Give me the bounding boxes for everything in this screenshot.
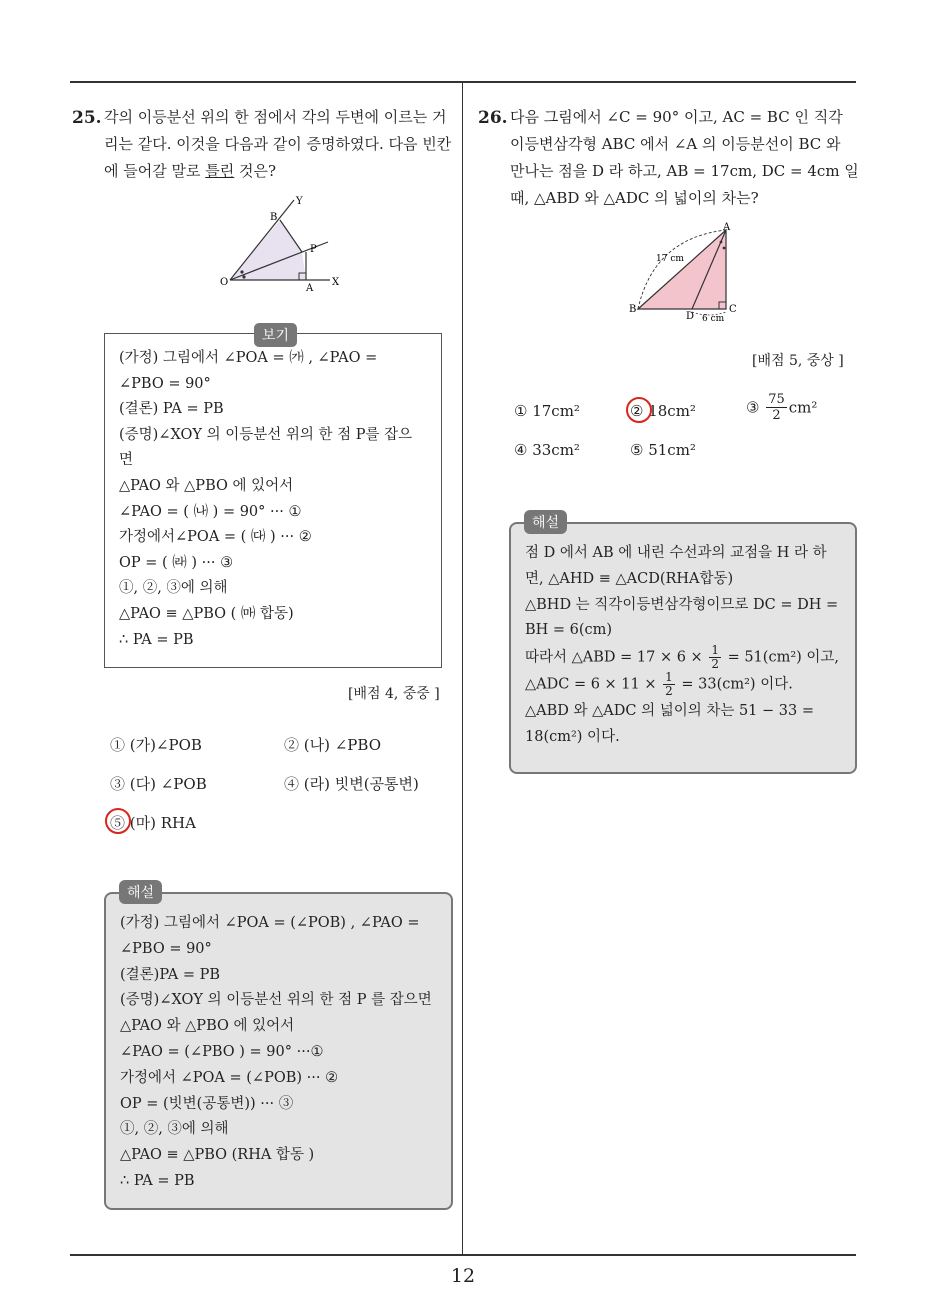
solution-line: BH = 6(cm) — [525, 622, 613, 639]
q26-figure — [624, 218, 754, 324]
q26-meta: [배점 5, 중상 ] — [752, 353, 844, 369]
label-p: P — [310, 244, 317, 255]
q25-solution-box — [104, 892, 453, 1210]
page-number: 12 — [450, 1265, 476, 1287]
q26-choice-1[interactable]: ① 17cm² — [514, 402, 580, 420]
column-divider — [462, 83, 463, 1254]
q25-meta: [배점 4, 중중 ] — [348, 686, 440, 702]
q25-choice-5[interactable]: ⑤ (마) RHA — [110, 814, 196, 832]
solution-line: 따라서 △ABD = 17 × 6 × $\frac{1}{2}$ = 51(cm²) 이고, — [525, 643, 840, 672]
solution-line: OP = (빗변(공통변)) ··· ③ — [120, 1095, 294, 1112]
solution-line: △BHD 는 직각이등변삼각형이므로 DC = DH = — [525, 596, 839, 613]
q26-choice-4[interactable]: ④ 33cm² — [514, 441, 580, 459]
bogi-line: ∴ PA = PB — [119, 631, 194, 648]
top-rule — [70, 81, 856, 83]
bogi-line: ∠PAO = ( ㈏ ) = 90° ··· ① — [119, 503, 302, 520]
label-dc-length: 6 cm — [702, 314, 725, 324]
solution-line: 가정에서 ∠POA = (∠POB) ··· ② — [120, 1069, 339, 1086]
bogi-line: (가정) 그림에서 ∠POA = ㈎ , ∠PAO = — [119, 350, 378, 366]
q25-choice-2[interactable]: ② (나) ∠PBO — [284, 736, 381, 754]
q26-solution-box — [509, 522, 857, 774]
bogi-line: ∠PBO = 90° — [119, 375, 211, 392]
solution-line: ∠PBO = 90° — [120, 940, 212, 957]
q25-underlined-word: 틀린 — [205, 162, 235, 180]
label-a: A — [306, 283, 314, 292]
angle-dot — [242, 275, 245, 278]
q26-text-line: 이등변삼각형 ABC 에서 ∠A 의 이등분선이 BC 와 — [510, 135, 841, 153]
q25-text-line: 리는 같다. 이것을 다음과 같이 증명하였다. 다음 빈칸 — [104, 135, 452, 153]
q26-text — [510, 104, 860, 212]
label-b: B — [270, 212, 278, 223]
q26-answer-circle — [626, 397, 652, 423]
q25-choice-3[interactable]: ③ (다) ∠POB — [110, 775, 207, 793]
bogi-line: OP = ( ㈑ ) ··· ③ — [119, 554, 234, 571]
solution-line: △PAO ≡ △PBO (RHA 합동 ) — [120, 1147, 315, 1164]
q25-bogi-box — [104, 333, 442, 668]
bogi-line: (결론) PA = PB — [119, 401, 224, 418]
solution-line: 점 D 에서 AB 에 내린 수선과의 교점을 H 라 하 — [525, 545, 827, 561]
label-c: C — [729, 304, 737, 315]
solution-line: ∠PAO = (∠PBO ) = 90° ···① — [120, 1043, 324, 1060]
angle-dot — [240, 270, 243, 273]
q25-choice-1[interactable]: ① (가)∠POB — [110, 736, 202, 754]
q26-text-line: 다음 그림에서 ∠C = 90° 이고, AC = BC 인 직각 — [510, 108, 843, 126]
solution-line: △ABD 와 △ADC 의 넓이의 차는 51 − 33 = — [525, 702, 814, 719]
solution-line: 면, △AHD ≡ △ACD(RHA합동) — [525, 570, 734, 587]
q26-text-line: 만나는 점을 D 라 하고, AB = 17cm, DC = 4cm 일 — [510, 162, 859, 180]
label-ab-length: 17 cm — [656, 254, 684, 264]
q25-number: 25. — [72, 108, 102, 128]
bogi-line: △PAO 와 △PBO 에 있어서 — [119, 477, 294, 494]
solution-line: (가정) 그림에서 ∠POA = (∠POB) , ∠PAO = — [120, 915, 420, 931]
bogi-line: 가정에서∠POA = ( ㈐ ) ··· ② — [119, 529, 312, 546]
solution-line: (결론)PA = PB — [120, 966, 221, 983]
triangle-abc — [638, 230, 726, 309]
bottom-rule — [70, 1254, 856, 1256]
solution-line: 18(cm²) 이다. — [525, 728, 620, 745]
label-x: X — [332, 277, 340, 288]
q25-choice-4[interactable]: ④ (라) 빗변(공통변) — [284, 775, 419, 793]
bogi-line: 면 — [119, 452, 134, 469]
label-a: A — [723, 222, 731, 233]
label-d: D — [686, 311, 695, 322]
half-fraction: $\frac{1}{2}$ — [711, 643, 719, 672]
angle-dot — [720, 241, 723, 244]
q25-text-line: 각의 이등분선 위의 한 점에서 각의 두변에 이르는 거 — [104, 108, 447, 126]
half-fraction: $\frac{1}{2}$ — [665, 670, 673, 699]
label-b: B — [629, 304, 637, 315]
bogi-line: △PAO ≡ △PBO ( ㈒ 합동) — [119, 605, 294, 622]
angle-dot — [723, 247, 726, 250]
bogi-line: ①, ②, ③에 의해 — [119, 580, 228, 597]
q25-bogi-title: 보기 — [254, 323, 297, 347]
q25-text-line: 에 들어갈 말로 틀린 것은? — [104, 162, 277, 180]
label-y: Y — [296, 196, 303, 207]
q26-solution-title: 해설 — [524, 510, 567, 534]
q25-text — [104, 104, 454, 185]
bogi-line: (증명)∠XOY 의 이등분선 위의 한 점 P를 잡으 — [119, 426, 413, 443]
solution-line: (증명)∠XOY 의 이등분선 위의 한 점 P 를 잡으면 — [120, 992, 432, 1009]
q26-choice-3-fraction: $\frac{75}{2}$ — [768, 392, 785, 423]
solution-line: △PAO 와 △PBO 에 있어서 — [120, 1018, 295, 1035]
solution-line: △ADC = 6 × 11 × $\frac{1}{2}$ = 33(cm²) 이다. — [525, 670, 793, 699]
q26-number: 26. — [478, 108, 508, 128]
q25-figure — [210, 192, 350, 292]
q25-solution-title: 해설 — [119, 880, 162, 904]
q26-choice-3[interactable]: ③ $\frac{75}{2}$ cm² — [746, 392, 818, 423]
q26-choice-2[interactable]: ② 18cm² — [630, 402, 696, 420]
solution-line: ①, ②, ③에 의해 — [120, 1121, 229, 1138]
q26-choice-5[interactable]: ⑤ 51cm² — [630, 441, 696, 459]
solution-line: ∴ PA = PB — [120, 1172, 195, 1189]
q26-text-line: 때, △ABD 와 △ADC 의 넓이의 차는? — [510, 189, 759, 207]
q25-answer-circle — [105, 808, 131, 834]
label-o: O — [220, 277, 229, 288]
